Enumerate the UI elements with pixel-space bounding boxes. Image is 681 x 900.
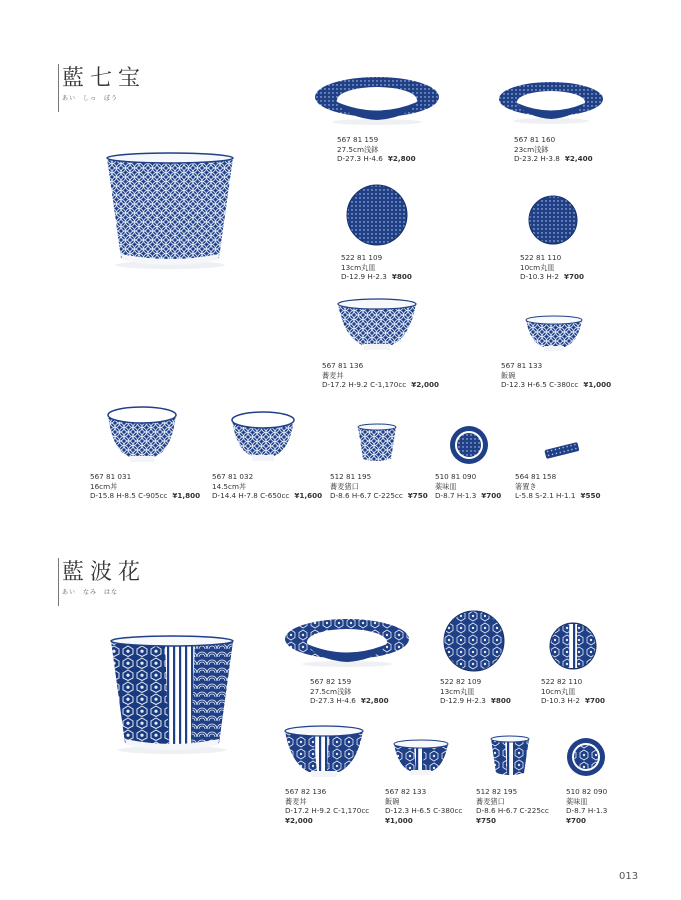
product-name: 10cm丸皿 <box>520 262 555 272</box>
product-name: 13cm丸皿 <box>440 686 475 696</box>
condiment-dish-namihana-image <box>566 737 606 777</box>
large-cup-namihana-image <box>107 633 237 755</box>
product-code: 567 81 136 <box>322 361 364 370</box>
round-plate-13-namihana-image <box>443 610 505 672</box>
product-price: ¥700 <box>566 815 587 825</box>
product-567-81-133 <box>501 361 611 390</box>
product-dims: D-27.3 H-4.6 <box>337 154 383 164</box>
product-name: 薬味皿 <box>435 481 457 491</box>
product-567-81-031 <box>90 472 200 501</box>
product-567-82-159 <box>310 677 389 706</box>
round-plate-10-namihana-image <box>549 622 597 670</box>
product-510-81-090 <box>435 472 501 501</box>
product-price: ¥2,000 <box>285 815 313 825</box>
product-522-82-109 <box>440 677 511 706</box>
product-name: 蕎麦丼 <box>322 370 344 380</box>
product-dims: D-8.6 H-6.7 C-225cc <box>476 806 549 816</box>
large-cup-image <box>103 150 238 270</box>
product-price: ¥800 <box>391 272 412 282</box>
product-dims: D-10.3 H-2 <box>541 696 580 706</box>
product-dims: D-23.2 H-3.8 <box>514 154 560 164</box>
product-price: ¥1,000 <box>583 380 612 390</box>
product-dims: D-12.3 H-6.5 C-380cc <box>385 806 463 816</box>
donburi-14-image <box>230 410 296 464</box>
product-dims: D-10.3 H-2 <box>520 272 559 282</box>
product-name: 蕎麦猪口 <box>330 481 359 491</box>
product-price: ¥2,800 <box>387 154 416 164</box>
product-dims: D-12.9 H-2.3 <box>341 272 387 282</box>
product-522-81-110 <box>520 253 584 282</box>
product-564-81-158 <box>515 472 601 501</box>
product-name: 23cm浅鉢 <box>514 144 549 154</box>
chopstick-rest-image <box>542 442 584 460</box>
product-price: ¥800 <box>490 696 511 706</box>
product-price: ¥700 <box>481 491 502 501</box>
round-plate-10-image <box>528 195 578 245</box>
product-code: 567 81 159 <box>337 135 379 144</box>
product-code: 567 81 032 <box>212 472 254 481</box>
product-code: 564 81 158 <box>515 472 557 481</box>
product-dims: D-12.9 H-2.3 <box>440 696 486 706</box>
soba-bowl-image <box>336 297 418 353</box>
series-title-ai-shippo <box>62 66 146 102</box>
product-dims: D-8.7 H-1.3 <box>435 491 477 501</box>
product-price: ¥550 <box>580 491 601 501</box>
product-567-81-160 <box>514 135 593 164</box>
series-title-text: 藍波花 <box>62 560 147 585</box>
product-567-82-133 <box>385 787 462 825</box>
product-code: 510 82 090 <box>566 787 608 796</box>
product-name: 13cm丸皿 <box>341 262 376 272</box>
title-rule <box>58 64 59 112</box>
product-price: ¥2,000 <box>411 380 439 390</box>
product-522-82-110 <box>541 677 605 706</box>
product-code: 567 82 133 <box>385 787 427 796</box>
product-price: ¥1,000 <box>385 815 413 825</box>
product-522-81-109 <box>341 253 412 282</box>
product-567-81-032 <box>212 472 322 501</box>
product-price: ¥700 <box>585 696 606 706</box>
product-510-82-090 <box>566 787 607 825</box>
product-price: ¥2,800 <box>360 696 389 706</box>
product-code: 510 81 090 <box>435 472 477 481</box>
product-name: 蕎麦猪口 <box>476 796 505 806</box>
product-name: 薬味皿 <box>566 796 588 806</box>
product-code: 512 81 195 <box>330 472 372 481</box>
shallow-bowl-27-image <box>315 75 440 125</box>
series-title-reading: あい なみ はな <box>62 589 119 596</box>
product-dims: L-5.8 S-2.1 H-1.1 <box>515 491 576 501</box>
product-dims: D-27.3 H-4.6 <box>310 696 356 706</box>
product-567-81-136 <box>322 361 439 390</box>
round-plate-13-image <box>346 184 408 246</box>
product-price: ¥750 <box>476 815 497 825</box>
product-567-81-159 <box>337 135 416 164</box>
soba-bowl-namihana-image <box>283 724 365 780</box>
product-dims: D-8.6 H-6.7 C-225cc <box>330 491 403 501</box>
product-name: 16cm丼 <box>90 481 118 491</box>
product-dims: D-17.2 H-9.2 C-1,170cc <box>322 380 407 390</box>
product-name: 飯碗 <box>501 370 516 380</box>
product-name: 箸置き <box>515 481 537 491</box>
product-dims: D-8.7 H-1.3 <box>566 806 608 816</box>
series-title-ai-namihana <box>62 560 146 596</box>
product-name: 27.5cm浅鉢 <box>337 144 379 154</box>
title-rule <box>58 558 59 606</box>
rice-bowl-namihana-image <box>392 738 450 778</box>
product-512-82-195 <box>476 787 549 825</box>
product-name: 14.5cm丼 <box>212 481 247 491</box>
page-number: 013 <box>619 871 639 882</box>
product-dims: D-17.2 H-9.2 C-1,170cc <box>285 806 370 816</box>
product-code: 522 82 109 <box>440 677 482 686</box>
product-price: ¥1,600 <box>294 491 323 501</box>
product-code: 522 82 110 <box>541 677 583 686</box>
condiment-dish-image <box>449 425 489 465</box>
product-price: ¥750 <box>407 491 428 501</box>
product-price: ¥2,400 <box>564 154 593 164</box>
shallow-bowl-23-image <box>498 80 604 124</box>
product-name: 蕎麦丼 <box>285 796 307 806</box>
product-price: ¥700 <box>564 272 585 282</box>
donburi-16-image <box>106 405 178 465</box>
soba-cup-image <box>356 423 398 465</box>
product-price: ¥1,800 <box>172 491 201 501</box>
shallow-bowl-namihana-image <box>285 617 410 667</box>
product-code: 522 81 110 <box>520 253 562 262</box>
product-512-81-195 <box>330 472 428 501</box>
product-code: 567 82 136 <box>285 787 327 796</box>
soba-cup-namihana-image <box>489 735 531 779</box>
series-title-text: 藍七宝 <box>62 66 147 91</box>
rice-bowl-image <box>524 314 584 354</box>
product-dims: D-14.4 H-7.8 C-650cc <box>212 491 290 501</box>
product-name: 27.5cm浅鉢 <box>310 686 352 696</box>
product-code: 522 81 109 <box>341 253 383 262</box>
product-name: 10cm丸皿 <box>541 686 576 696</box>
product-567-82-136 <box>285 787 369 825</box>
product-name: 飯碗 <box>385 796 400 806</box>
product-code: 567 81 133 <box>501 361 543 370</box>
product-code: 567 82 159 <box>310 677 352 686</box>
product-dims: D-15.8 H-8.5 C-905cc <box>90 491 168 501</box>
series-title-reading: あい しっ ぽう <box>62 95 119 102</box>
product-code: 567 81 160 <box>514 135 556 144</box>
product-code: 512 82 195 <box>476 787 518 796</box>
product-code: 567 81 031 <box>90 472 132 481</box>
product-dims: D-12.3 H-6.5 C-380cc <box>501 380 579 390</box>
